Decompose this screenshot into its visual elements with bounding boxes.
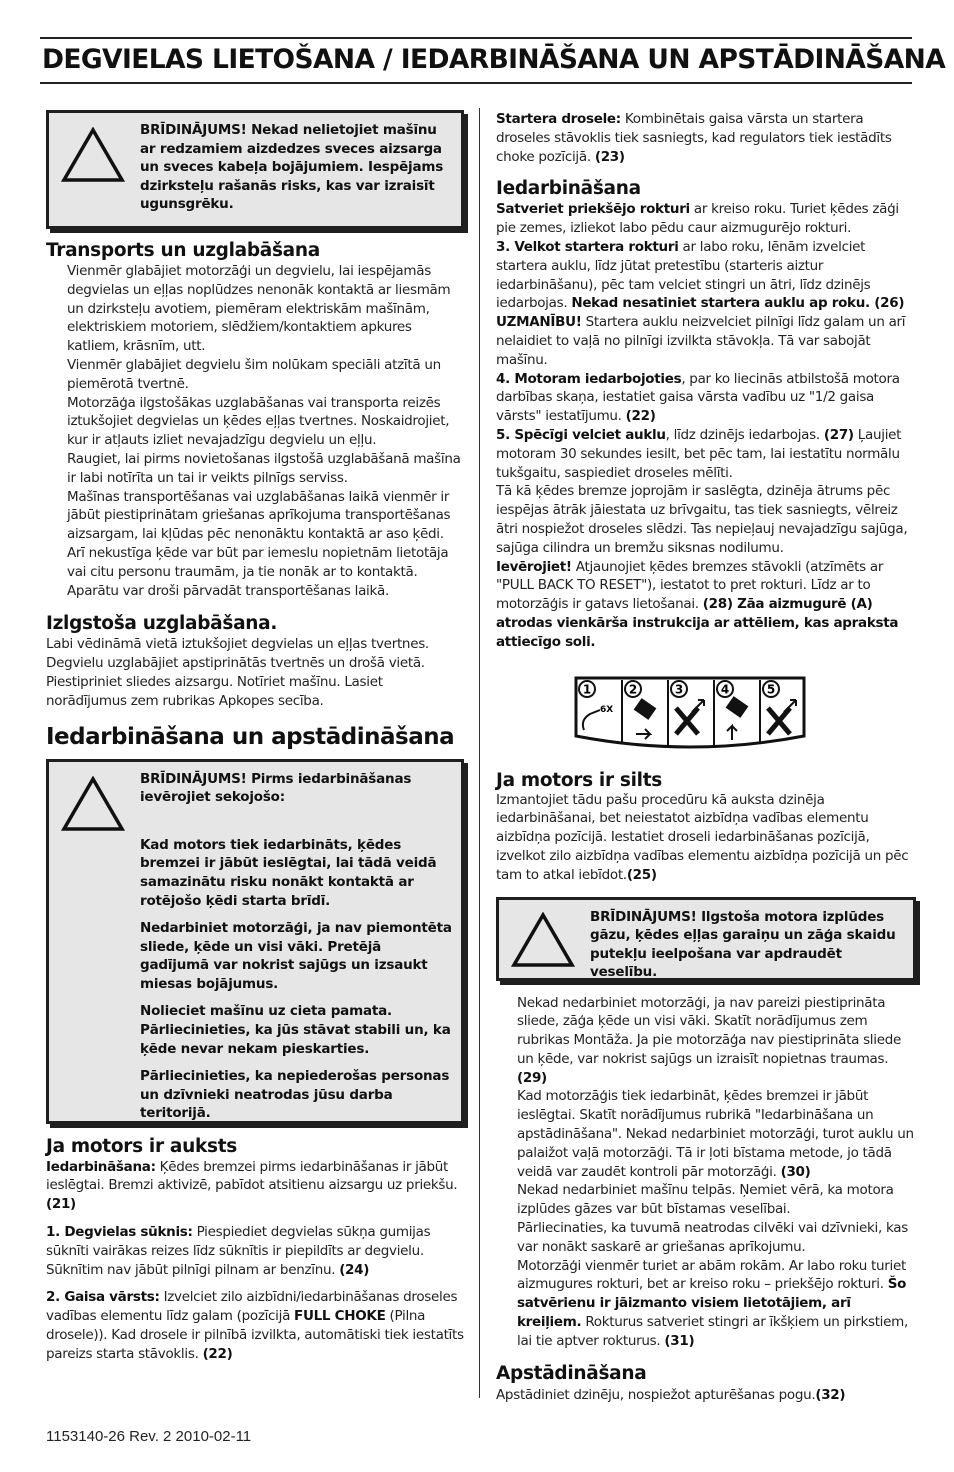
section-heading-start-stop: Iedarbināšana un apstādināšana bbox=[46, 723, 455, 750]
paragraph: Mašīnas transportēšanas vai uzglabāšanas laikā vienmēr ir jābūt piestiprinātam griešanas aprīkojuma transportēšanas aizsargam, lai kļūdas pēc nenonāktu kontaktā ar aso ķēdi. Arī nekustīga ķēde var būt par iemeslu nopietnām lietotāja vai citu personu traumām, ja tie nonāk ar to kontaktā. bbox=[67, 488, 451, 580]
svg-text:5: 5 bbox=[766, 682, 776, 697]
paragraph: UZMANĪBU! Startera auklu neizvelciet pilnīgi līdz galam un arī nelaidiet to vaļā no pilnīgi izvilkta stāvokļa. Tā var sabojāt mašīnu. bbox=[496, 314, 906, 368]
warning-text: BRĪDINĀJUMS! Ilgstoša motora izplūdes gāzu, ķēdes eļļas garaiņu un zāģa skaidu putekļu ieelpošana var apdraudēt veselību. bbox=[590, 908, 896, 981]
starting-instructions-pictogram bbox=[570, 672, 810, 756]
paragraph: Vienmēr glabājiet motorzāģi un degvielu, lai iespējamās degvielas un eļļas noplūdzes nenonāk kontaktā ar liesmām un dzirksteļu avotiem, piemēram elektriskām mašīnām, elektriskiem motoriem, slēdžiem/kontaktiem apkures katliem, krāsnīm, utt. bbox=[67, 263, 451, 355]
safety-instructions bbox=[496, 994, 916, 1351]
warning-text: BRĪDINĀJUMS! Nekad nelietojiet mašīnu ar redzamiem aizdedzes sveces aizsarga un sveces kabeļa bojājumiem. Iespējams dzirksteļu rašanās risks, kas var izraisīt ugunsgrēku. bbox=[140, 122, 444, 213]
paragraph: Tā kā ķēdes bremze joprojām ir saslēgta, dzinēja ātrums pēc iespējas ātrāk jāiestata uz brīvgaitu, tas tiek sasniegts, vēlreiz ātri nospiežot droseles slēdzi. Tas nepieļauj nevajadzīgu sajūga, sajūga cilindra un bremžu siksnas nodilumu. bbox=[496, 483, 908, 556]
svg-text:4: 4 bbox=[720, 682, 730, 697]
section-heading-stopping: Apstādināšana bbox=[496, 1362, 647, 1384]
warning-box-before-start bbox=[46, 759, 464, 1124]
paragraph: Aparātu var droši pārvadāt transportēšanas laikā. bbox=[67, 582, 389, 599]
warning-triangle-icon bbox=[61, 776, 125, 832]
svg-text:1: 1 bbox=[582, 682, 592, 697]
paragraph: Startera drosele: Kombinētais gaisa vārsta un startera droseles stāvoklis tiek sasniegts, kad regulators tiek iestādīts choke pozīcijā. (23) bbox=[496, 111, 892, 165]
warning-triangle-icon bbox=[511, 912, 575, 968]
paragraph: Satveriet priekšējo rokturi ar kreiso roku. Turiet ķēdes zāģi pie zemes, izliekot labo pēdu caur aizmugurējo rokturi. bbox=[496, 201, 899, 237]
warning-text: Nolieciet mašīnu uz cieta pamata. Pārliecinieties, ka jūs stāvat stabili un, ka ķēde nevar nekam pieskarties. bbox=[140, 1003, 451, 1057]
paragraph: Iedarbināšana: Ķēdes bremzei pirms iedarbināšanas ir jābūt ieslēgtai. Bremzi aktivizē, pabīdot atsitienu aizsargu uz priekšu. (21) bbox=[46, 1158, 458, 1213]
paragraph: Labi vēdināmā vietā iztukšojiet degvielas un eļļas tvertnes. Degvielu uzglabājiet apstiprinātās tvertnēs un drošā vietā. Piestipriniet sliedes aizsargu. Notīriet mašīnu. Lasiet norādījumus zem rubrikas Apkopes secība. bbox=[46, 636, 429, 709]
top-rule bbox=[40, 37, 912, 39]
paragraph: Nekad nedarbiniet mašīnu telpās. Ņemiet vērā, ka motora izplūdes gāzes var būt bīstamas veselībai. bbox=[517, 1182, 894, 1218]
paragraph: 5. Spēcīgi velciet auklu, līdz dzinējs iedarbojas. (27) Ļaujiet motoram 30 sekundes iesilt, bet pēc tam, lai iestatītu normālu tukšgaitu, saspiediet droseles mēlīti. bbox=[496, 426, 902, 481]
warning-text: Pārliecinieties, ka nepiederošas personas un dzīvnieki neatrodas jūsu darba teritorijā. bbox=[140, 1068, 450, 1122]
warning-box-exhaust bbox=[496, 897, 916, 981]
warning-text: Nedarbiniet motorzāģi, ja nav piemontēta sliede, ķēde un visi vāki. Pretējā gadījumā var nokrist sajūgs un izsaukt miesas bojājumus. bbox=[140, 920, 452, 992]
paragraph: Raugiet, lai pirms novietošanas ilgstošā uzglabāšanā mašīna ir labi notīrīta un tai ir veikts pilnīgs serviss. bbox=[67, 450, 461, 486]
warning-box-spark bbox=[46, 110, 464, 229]
right-column bbox=[496, 110, 916, 1404]
paragraph: Nekad nedarbiniet motorzāģi, ja nav pareizi piestiprināta sliede, zāģa ķēde un visi vāki. Skatīt norādījumus zem rubrikas Montāža. Ja pie motorzāģa nav piestiprināta sliede un ķēde, var nokrist sajūgs un izraisīt nopietnas traumas. (29) bbox=[517, 994, 901, 1086]
paragraph: Apstādiniet dzinēju, nospiežot apturēšanas pogu.(32) bbox=[496, 1386, 846, 1403]
paragraph: Motorzāģi vienmēr turiet ar abām rokām. Ar labo roku turiet aizmugures rokturi, bet ar kreiso roku – priekšējo rokturi. Šo satvērienu ir jāizmanto visiem lietotājiem, arī kreiļiem. Rokturus satveriet stingri ar īkšķiem un pirkstiem, lai tie aptver rokturus. (31) bbox=[517, 1257, 908, 1349]
paragraph: 3. Velkot startera rokturi ar labo roku, lēnām izvelciet startera auklu, līdz jūtat pretestību (starteris aiztur iedarbināšanu), pēc tam velciet stingri un ātri, līdz dzinējs iedarbojas. Nekad nesatiniet startera auklu ap roku. (26) bbox=[496, 238, 905, 312]
warning-text: BRĪDINĀJUMS! Pirms iedarbināšanas ievērojiet sekojošo: bbox=[140, 770, 412, 806]
section-heading-long-storage: Izlgstoša uzglabāšana. bbox=[46, 613, 278, 635]
section-heading-cold-engine: Ja motors ir auksts bbox=[46, 1135, 237, 1157]
paragraph: 2. Gaisa vārsts: Izvelciet zilo aizbīdni/iedarbināšanas droseles vadības elementu līdz galam (pozīcijā FULL CHOKE (Pilna drosele)). Kad drosele ir pilnībā izvilkta, automātiski tiek iestatīts pareizs starta stāvoklis. (22) bbox=[46, 1289, 464, 1362]
title-rule bbox=[40, 82, 912, 84]
warning-triangle-icon bbox=[61, 127, 125, 183]
paragraph: Izmantojiet tādu pašu procedūru kā auksta dzinēja iedarbināšanai, bet neiestatot aizbīdņa vadības elementu aizbīdņa pozīcijā. Iestatiet droseli iedarbināšanas pozīcijā, izvelkot zilo aizbīdņa vadības elementu aizbīdņa pozīcijā un pēc tam to atkal iebīdot.(25) bbox=[496, 791, 909, 883]
section-heading-starting: Iedarbināšana bbox=[496, 178, 641, 200]
paragraph: Vienmēr glabājiet degvielu šim nolūkam speciāli atzītā un piemērotā tvertnē. bbox=[67, 356, 441, 392]
document-id: 1153140-26 Rev. 2 2010-02-11 bbox=[46, 1428, 252, 1445]
page-title: DEGVIELAS LIETOŠANA / IEDARBINĀŠANA UN APSTĀDINĀŠANA bbox=[42, 44, 946, 75]
column-divider bbox=[479, 108, 480, 1398]
warning-text: Kad motors tiek iedarbināts, ķēdes bremzei ir jābūt ieslēgtai, lai tādā veidā samazinātu risku nonākt kontaktā ar rotējošo ķēdi starta brīdī. bbox=[140, 836, 437, 909]
paragraph: Motorzāģa ilgstošākas uzglabāšanas vai transporta reizēs iztukšojiet degvielas un ķēdes eļļas tvertnes. Noskaidrojiet, kur ir atļauts izliet nevajadzīgu degvielu un eļļu. bbox=[67, 394, 450, 449]
pump-count-label: 6X bbox=[600, 704, 614, 715]
svg-text:2: 2 bbox=[628, 682, 638, 697]
paragraph: 1. Degvielas sūknis: Piespiediet degvielas sūkņa gumijas sūknīti vairākas reizes līdz sūknītis ir piepildīts ar degvielu. Sūknītim nav jābūt pilnīgi pilnam ar benzīnu. (24) bbox=[46, 1223, 431, 1278]
paragraph: 4. Motoram iedarbojoties, par ko liecinās atbilstošā motora darbības skaņa, iestatiet gaisa vārsta vadību uz "1/2 gaisa vārsts" iestatījumu. (22) bbox=[496, 370, 900, 425]
paragraph: Kad motorzāģis tiek iedarbināt, ķēdes bremzei ir jābūt ieslēgtai. Skatīt norādījumus rubrikā "Iedarbināšana un apstādināšana". Nekad nedarbiniet motorzāģi, turot auklu un palaižot vaļā motorzāģi. Tā ir ļoti bīstama metode, jo tādā veidā var zaudēt kontroli pār motorzāģi. (30) bbox=[517, 1088, 914, 1180]
svg-text:3: 3 bbox=[674, 682, 684, 697]
section-heading-transport: Transports un uzglabāšana bbox=[46, 240, 320, 261]
section-heading-warm-engine: Ja motors ir silts bbox=[496, 769, 662, 791]
left-column bbox=[46, 110, 464, 1364]
paragraph: Ievērojiet! Atjaunojiet ķēdes bremzes stāvokli (atzīmēts ar "PULL BACK TO RESET"), iestatot to pret rokturi. Līdz ar to motorzāģis ir gatavs lietošanai. (28) Zāa aizmugurē (A) atrodas vienkārša instrukcija ar attēliem, kas apraksta attiecīgo soli. bbox=[496, 558, 899, 650]
paragraph: Pārliecinaties, ka tuvumā neatrodas cilvēki vai dzīvnieki, kas var nonākt saskarē ar griešanas aprīkojumu. bbox=[517, 1220, 908, 1255]
